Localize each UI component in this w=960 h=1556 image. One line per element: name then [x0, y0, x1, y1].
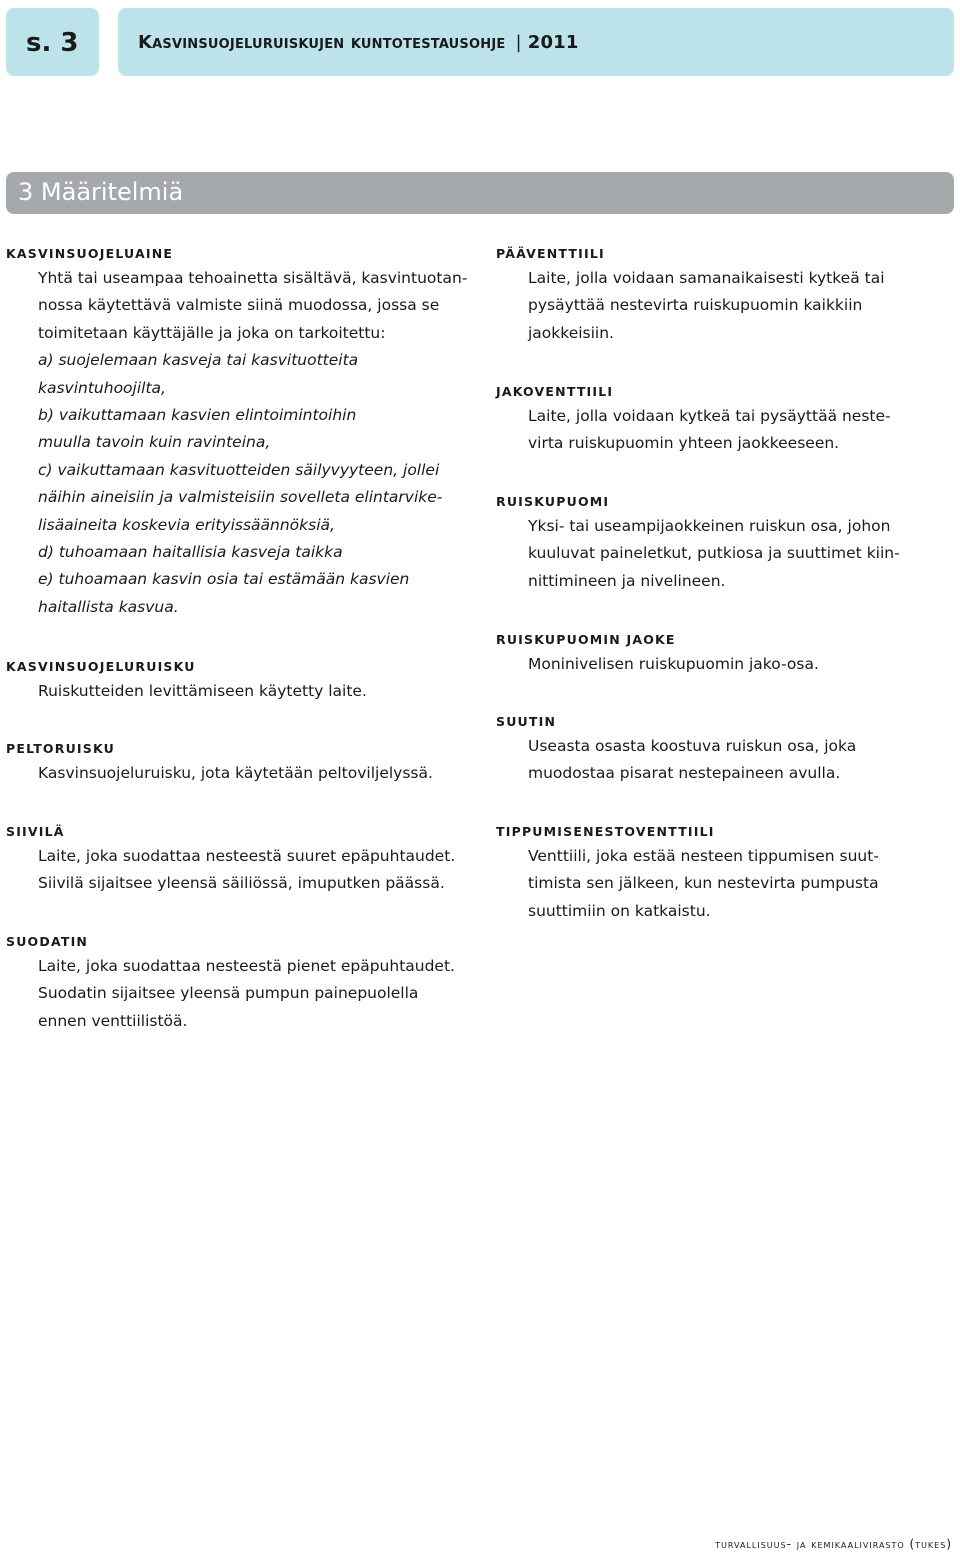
definition-line: kuuluvat paineletkut, putkiosa ja suuttimet kiin- [528, 544, 900, 563]
definition-line: Useasta osasta koostuva ruiskun osa, joka [528, 737, 857, 755]
definition-line: toimitetaan käyttäjälle ja joka on tarkoitettu: [38, 323, 386, 342]
definition-line: pysäyttää nestevirta ruiskupuomin kaikkiin [528, 296, 863, 315]
definition-siivila [38, 843, 455, 898]
definition-line: Suodatin sijaitsee yleensä pumpun painepuolella [38, 984, 419, 1003]
document-year: 2011 [527, 32, 579, 53]
definition-kasvinsuojeluruisku [38, 678, 367, 705]
definition-line: ennen venttiilistöä. [38, 1011, 188, 1030]
definition-line: Yksi- tai useampijaokkeinen ruiskun osa, johon [528, 517, 891, 535]
definition-line-italic: e) tuhoamaan kasvin osia tai estämään kasvien [38, 570, 410, 589]
document-title-line [138, 32, 579, 53]
definition-line: nittimineen ja nivelineen. [528, 571, 726, 590]
term-peltoruisku: PELTORUISKU [6, 741, 115, 756]
term-tippumisenestoventtiili: TIPPUMISENESTOVENTTIILI [496, 824, 715, 839]
term-jakoventtiili: JAKOVENTTIILI [496, 384, 614, 399]
definition-line-italic: c) vaikuttamaan kasvituotteiden säilyvyyteen, jollei [38, 460, 440, 479]
definition-line: jaokkeisiin. [528, 323, 614, 342]
definition-line: Laite, jolla voidaan samanaikaisesti kytkeä tai [528, 269, 885, 287]
definition-line: Laite, jolla voidaan kytkeä tai pysäyttää neste- [528, 407, 891, 425]
definition-line: muodostaa pisarat nestepaineen avulla. [528, 764, 841, 783]
definition-line: virta ruiskupuomin yhteen jaokkeeseen. [528, 434, 840, 453]
definition-line: Laite, joka suodattaa nesteestä pienet epäpuhtaudet. [38, 957, 455, 975]
definition-line: Venttiili, joka estää nesteen tippumisen suut- [528, 847, 879, 865]
definition-paaventtiili [528, 265, 885, 347]
definition-line-italic: lisäaineita koskevia erityissäännöksiä, [38, 515, 335, 534]
definition-line-italic: d) tuhoamaan haitallisia kasveja taikka [38, 543, 343, 562]
title-separator: | [515, 32, 522, 53]
term-kasvinsuojeluaine: KASVINSUOJELUAINE [6, 246, 174, 261]
definition-line-italic: b) vaikuttamaan kasvien elintoimintoihin [38, 406, 357, 425]
term-paaventtiili: PÄÄVENTTIILI [496, 246, 605, 261]
definition-tippumisenestoventtiili [528, 843, 879, 925]
definition-line-italic: muulla tavoin kuin ravinteina, [38, 433, 271, 452]
definition-line: Kasvinsuojeluruisku, jota käytetään peltoviljelyssä. [38, 764, 433, 782]
definition-line-italic: kasvintuhoojilta, [38, 378, 166, 397]
definition-line-italic: a) suojelemaan kasveja tai kasvituotteita [38, 351, 359, 370]
term-suodatin: SUODATIN [6, 934, 89, 949]
page-number: s. 3 [26, 28, 79, 58]
term-siivila: SIIVILÄ [6, 824, 65, 839]
definition-ruiskupuomin-jaoke [528, 651, 819, 678]
definition-suutin [528, 733, 856, 788]
term-suutin: SUUTIN [496, 714, 557, 729]
definition-line: nossa käytettävä valmiste siinä muodossa, jossa se [38, 296, 440, 315]
definition-suodatin [38, 953, 455, 1035]
term-ruiskupuomin-jaoke: RUISKUPUOMIN JAOKE [496, 632, 676, 647]
definition-line-italic: näihin aineisiin ja valmisteisiin sovelleta elintarvike- [38, 488, 443, 507]
term-ruiskupuomi: RUISKUPUOMI [496, 494, 610, 509]
definition-line: suuttimiin on katkaistu. [528, 901, 711, 920]
section-title: 3 Määritelmiä [18, 178, 184, 206]
footer-publisher: turvallisuus- ja kemikaalivirasto (tukes) [715, 1537, 952, 1551]
definition-kasvinsuojeluaine [38, 265, 467, 621]
document-title: Kasvinsuojeluruiskujen kuntotestausohje [138, 32, 506, 53]
definition-line: Ruiskutteiden levittämiseen käytetty laite. [38, 682, 367, 700]
definition-line: timista sen jälkeen, kun nestevirta pumpusta [528, 874, 879, 893]
definition-jakoventtiili [528, 403, 891, 458]
page-number-box [6, 8, 99, 76]
definition-line: Yhtä tai useampaa tehoainetta sisältävä, kasvintuotan- [38, 269, 468, 287]
section-heading-bar [6, 172, 954, 214]
document-title-box [118, 8, 954, 76]
term-kasvinsuojeluruisku: KASVINSUOJELURUISKU [6, 659, 196, 674]
definition-line: Laite, joka suodattaa nesteestä suuret epäpuhtaudet. [38, 847, 456, 865]
definition-line: Moninivelisen ruiskupuomin jako-osa. [528, 655, 819, 673]
definition-ruiskupuomi [528, 513, 900, 595]
definition-peltoruisku [38, 760, 433, 787]
definition-line-italic: haitallista kasvua. [38, 597, 179, 616]
definition-line: Siivilä sijaitsee yleensä säiliössä, imuputken päässä. [38, 874, 445, 893]
